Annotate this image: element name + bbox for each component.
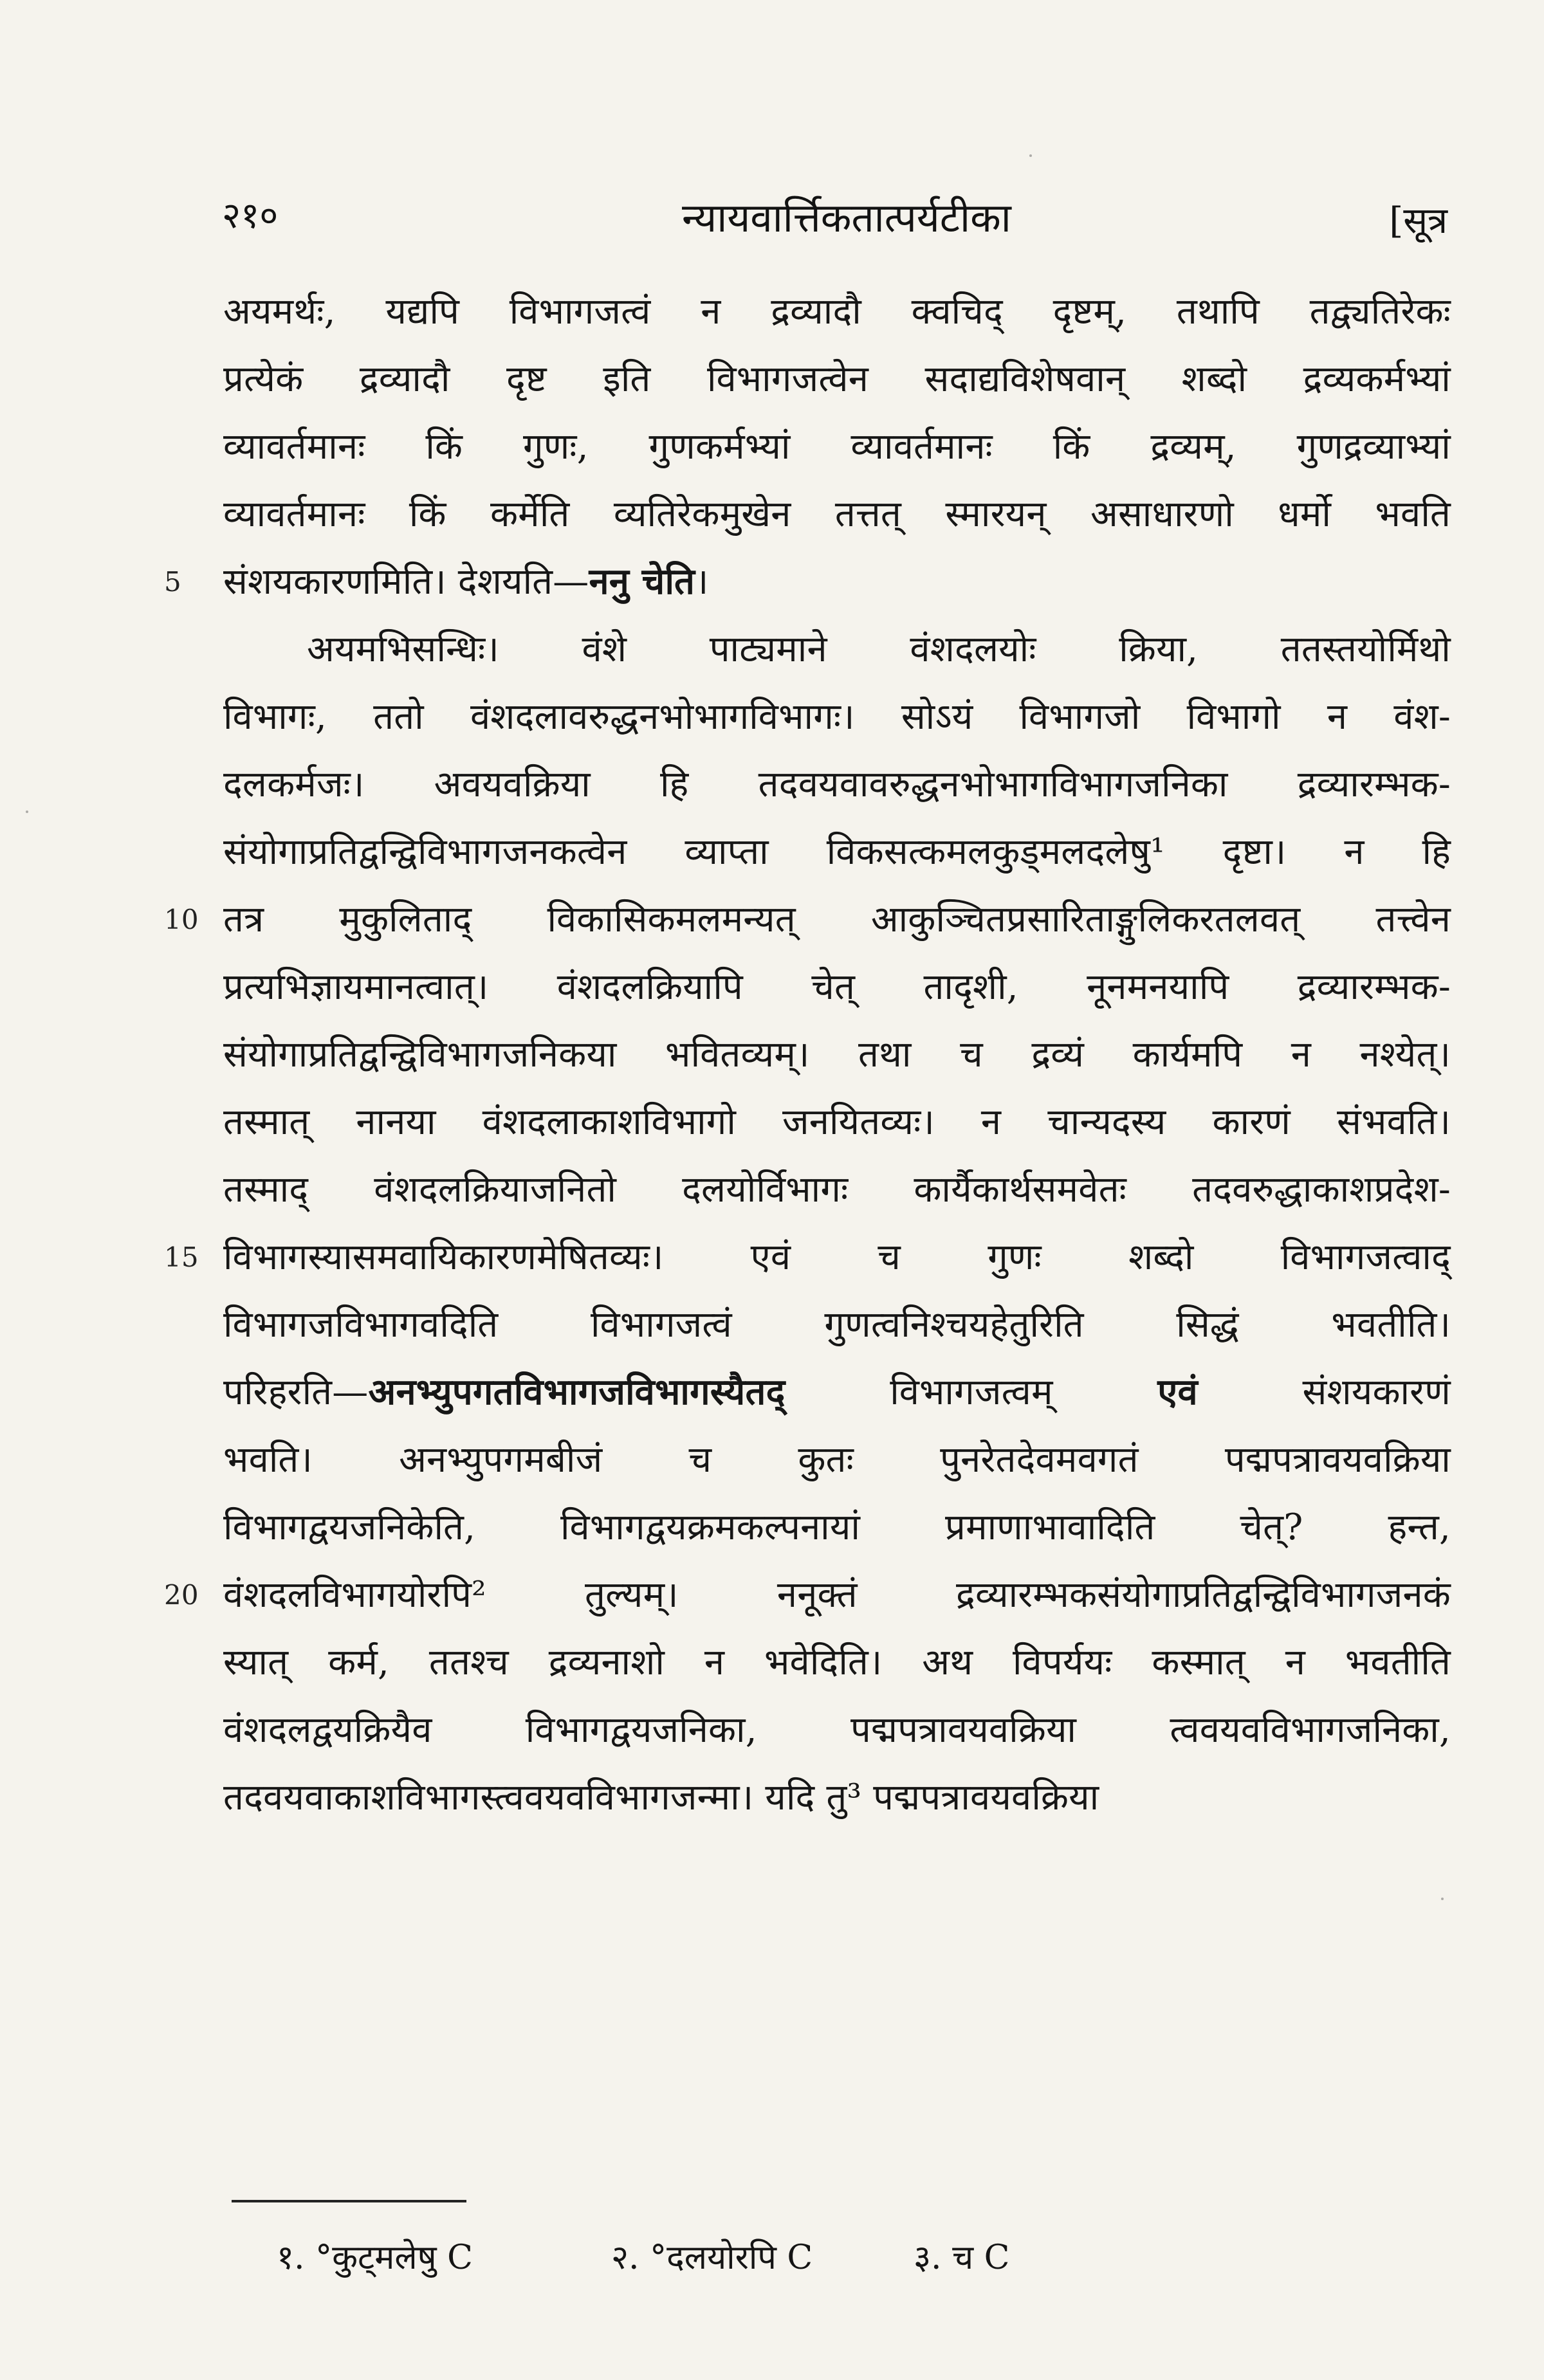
text-line xyxy=(223,1494,1451,1561)
line-text-after: । xyxy=(695,561,709,603)
text-line xyxy=(223,1629,1451,1696)
text-line xyxy=(223,1764,1451,1831)
section-marker: [सूत्र xyxy=(1389,200,1448,242)
line-text-after: संशयकारणं xyxy=(1197,1371,1451,1413)
line-number: 10 xyxy=(164,904,199,935)
text-line xyxy=(223,413,1451,481)
footnote-1: १. °कुट्मलेषु C xyxy=(277,2238,473,2277)
text-line xyxy=(164,1223,1451,1291)
footnote-2: २. °दलयोरपि C xyxy=(611,2238,813,2277)
footnotes xyxy=(277,2232,1100,2284)
text-line xyxy=(223,1426,1451,1494)
line-number: 15 xyxy=(164,1241,199,1273)
line-text: प्रत्यभिज्ञायमानत्वात्। वंशदलक्रियापि चेत् तादृशी, नूनमनयापि द्रव्यारम्भक- xyxy=(223,966,1451,1008)
text-line xyxy=(223,953,1451,1021)
text-line xyxy=(164,1561,1451,1629)
quoted-lemma: एवं xyxy=(1157,1371,1198,1413)
text-line xyxy=(223,278,1451,345)
line-text-before: संशयकारणमिति। देशयति— xyxy=(223,561,589,603)
text-line xyxy=(223,1156,1451,1223)
text-line xyxy=(223,616,1451,683)
line-text: अयमर्थः, यद्यपि विभागजत्वं न द्रव्यादौ क्वचिद् दृष्टम्, तथापि तद्व्यतिरेकः xyxy=(223,291,1451,333)
line-text: अयमभिसन्धिः। वंशे पाट्यमाने वंशदलयोः क्रिया, ततस्तयोर्मिथो xyxy=(307,628,1451,670)
footnote-3: ३. च C xyxy=(914,2238,1010,2277)
line-text: व्यावर्तमानः किं कर्मेति व्यतिरेकमुखेन तत्तत् स्मारयन् असाधारणो धर्मो भवति xyxy=(223,493,1451,535)
line-text: विभागस्यासमवायिकारणमेषितव्यः। एवं च गुणः शब्दो विभागजत्वाद् xyxy=(223,1236,1451,1278)
page-number: २१० xyxy=(222,195,279,237)
line-text: तस्माद् वंशदलक्रियाजनितो दलयोर्विभागः कार्यैकार्थसमवेतः तदवरुद्धाकाशप्रदेश- xyxy=(223,1169,1451,1211)
line-text-middle: विभागजत्वम् xyxy=(785,1371,1158,1413)
line-text: विभागद्वयजनिकेति, विभागद्वयक्रमकल्पनायां प्रमाणाभावादिति चेत्? हन्त, xyxy=(223,1506,1451,1548)
quoted-lemma: ननु चेति xyxy=(589,560,695,603)
text-line xyxy=(223,1021,1451,1088)
line-text: विभागजविभागवदिति विभागजत्वं गुणत्वनिश्चयहेतुरिति सिद्धं भवतीति। xyxy=(223,1304,1451,1346)
line-number: 5 xyxy=(164,566,181,598)
line-text: वंशदलद्वयक्रियैव विभागद्वयजनिका, पद्मपत्रावयवक्रिया त्ववयवविभागजनिका, xyxy=(223,1709,1451,1751)
text-line xyxy=(164,548,1451,616)
line-text: स्यात् कर्म, ततश्च द्रव्यनाशो न भवेदिति। अथ विपर्ययः कस्मात् न भवतीति xyxy=(223,1642,1451,1683)
line-text: तदवयवाकाशविभागस्त्ववयवविभागजन्मा। यदि तु³ पद्मपत्रावयवक्रिया xyxy=(223,1777,1099,1818)
text-line xyxy=(223,1359,1451,1426)
text-line xyxy=(223,345,1451,413)
line-text-before: परिहरति— xyxy=(223,1371,369,1413)
commentary-text xyxy=(164,278,1451,2169)
line-text: भवति। अनभ्युपगमबीजं च कुतः पुनरेतदेवमवगतं पद्मपत्रावयवक्रिया xyxy=(223,1439,1451,1481)
line-text: तत्र मुकुलिताद् विकासिकमलमन्यत् आकुञ्चितप्रसारिताङ्गुलिकरतलवत् तत्त्वेन xyxy=(223,899,1451,940)
running-head xyxy=(222,185,1448,256)
text-line xyxy=(223,751,1451,818)
book-title: न्यायवार्त्तिकतात्पर्यटीका xyxy=(682,194,1011,241)
page-speck xyxy=(1029,154,1032,157)
text-line xyxy=(223,818,1451,886)
text-line xyxy=(223,683,1451,751)
line-text: तस्मात् नानया वंशदलाकाशविभागो जनयितव्यः। न चान्यदस्य कारणं संभवति। xyxy=(223,1101,1451,1143)
footnote-rule xyxy=(232,2200,466,2202)
line-text: विभागः, ततो वंशदलावरुद्धनभोभागविभागः। सोऽयं विभागजो विभागो न वंश- xyxy=(223,696,1451,738)
line-number: 20 xyxy=(164,1579,199,1611)
line-text: प्रत्येकं द्रव्यादौ दृष्ट इति विभागजत्वेन सदाद्यविशेषवान् शब्दो द्रव्यकर्मभ्यां xyxy=(223,358,1451,400)
text-line xyxy=(164,886,1451,953)
text-line xyxy=(223,1088,1451,1156)
page-speck xyxy=(26,810,28,813)
line-text: संयोगाप्रतिद्वन्द्विविभागजनकत्वेन व्याप्ता विकसत्कमलकुड्मलदलेषु¹ दृष्टा। न हि xyxy=(223,831,1451,873)
quoted-lemma: अनभ्युपगतविभागजविभागस्यैतद् xyxy=(368,1371,786,1413)
text-line xyxy=(223,1291,1451,1359)
line-text: व्यावर्तमानः किं गुणः, गुणकर्मभ्यां व्यावर्तमानः किं द्रव्यम्, गुणद्रव्याभ्यां xyxy=(223,426,1451,468)
line-text: संयोगाप्रतिद्वन्द्विविभागजनिकया भवितव्यम्। तथा च द्रव्यं कार्यमपि न नश्येत्। xyxy=(223,1034,1451,1076)
text-line xyxy=(223,481,1451,548)
text-line xyxy=(223,1696,1451,1764)
line-text: वंशदलविभागयोरपि² तुल्यम्। ननूक्तं द्रव्यारम्भकसंयोगाप्रतिद्वन्द्विविभागजनकं xyxy=(223,1574,1451,1616)
line-text: दलकर्मजः। अवयवक्रिया हि तदवयवावरुद्धनभोभागविभागजनिका द्रव्यारम्भक- xyxy=(223,764,1451,805)
